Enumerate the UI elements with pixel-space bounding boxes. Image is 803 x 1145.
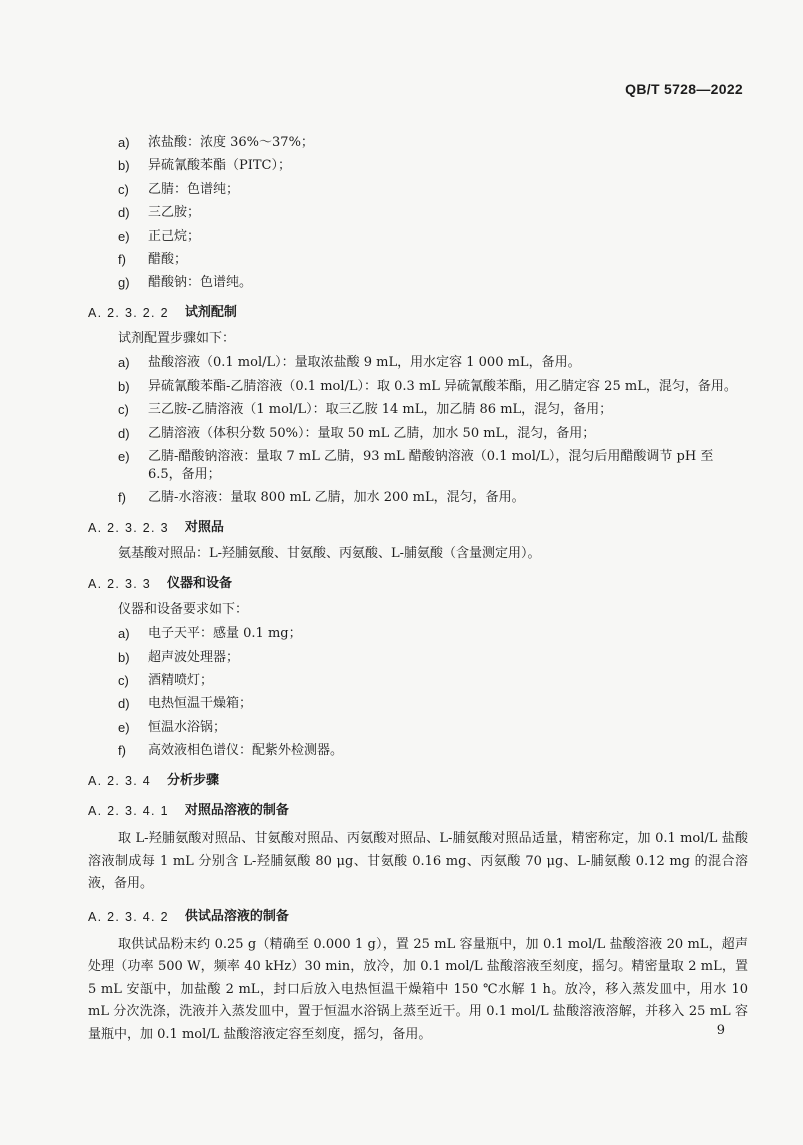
- equipment-list: [88, 625, 748, 760]
- prep-list: [88, 354, 748, 507]
- list-item: c) 乙腈：色谱纯；: [118, 181, 240, 197]
- list-item: c) 三乙胺-乙腈溶液（1 mol/L）：取三乙胺 14 mL，加乙腈 86 mL，混匀，备用；: [118, 402, 613, 418]
- section-heading-reference: A. 2. 3. 2. 3 对照品: [88, 520, 224, 536]
- section-intro: 仪器和设备要求如下：: [118, 602, 249, 618]
- section-intro: 试剂配置步骤如下：: [118, 331, 236, 347]
- reference-text: 氨基酸对照品：L-羟脯氨酸、甘氨酸、丙氨酸、L-脯氨酸（含量测定用）。: [118, 546, 541, 562]
- reagents-list: [88, 134, 748, 292]
- list-item: f) 乙腈-水溶液：量取 800 mL 乙腈，加水 200 mL，混匀，备用。: [118, 490, 525, 506]
- list-item: a) 电子天平：感量 0.1 mg；: [118, 626, 302, 642]
- list-item: e) 正己烷；: [118, 228, 201, 244]
- list-item: e) 乙腈-醋酸钠溶液：量取 7 mL 乙腈，93 mL 醋酸钠溶液（0.1 mol/L），混匀后用醋酸调节 pH 至 6.5，备用；: [118, 448, 714, 482]
- list-item: g) 醋酸钠：色谱纯。: [118, 275, 253, 291]
- list-item: a) 浓盐酸：浓度 36%～37%；: [118, 135, 314, 150]
- list-item: a) 盐酸溶液（0.1 mol/L）：量取浓盐酸 9 mL，用水定容 1 000 mL，备用。: [118, 355, 581, 371]
- page-number: 9: [716, 1023, 725, 1038]
- reference-solution-text: 取 L-羟脯氨酸对照品、甘氨酸对照品、丙氨酸对照品、L-脯氨酸对照品适量，精密称定，加 0.1 mol/L 盐酸溶液制成每 1 mL 分别含 L-羟脯氨酸 80 μg、甘氨酸 0.16 mg、丙氨酸 70 μg、L-脯氨酸 0.12 mg 的混合溶液，备用。: [88, 831, 748, 892]
- list-item: d) 三乙胺；: [118, 205, 201, 221]
- section-heading-analysis: A. 2. 3. 4 分析步骤: [88, 773, 220, 789]
- list-item: d) 电热恒温干燥箱；: [118, 696, 253, 712]
- standard-code: QB/T 5728—2022: [625, 81, 743, 97]
- list-item: b) 异硫氰酸苯酯（PITC）；: [118, 158, 292, 174]
- list-item: b) 异硫氰酸苯酯-乙腈溶液（0.1 mol/L）：取 0.3 mL 异硫氰酸苯酯，用乙腈定容 25 mL，混匀，备用。: [118, 378, 737, 394]
- list-item: f) 高效液相色谱仪：配紫外检测器。: [118, 743, 344, 759]
- list-item: f) 醋酸；: [118, 251, 188, 267]
- section-heading-reference-solution: A. 2. 3. 4. 1 对照品溶液的制备: [88, 803, 289, 819]
- list-item: e) 恒温水浴锅；: [118, 719, 227, 735]
- document-body: [88, 134, 748, 1052]
- list-item: d) 乙腈溶液（体积分数 50%）：量取 50 mL 乙腈，加水 50 mL，混匀，备用；: [118, 425, 596, 441]
- section-heading-reagent-prep: A. 2. 3. 2. 2 试剂配制: [88, 305, 237, 321]
- section-heading-equipment: A. 2. 3. 3 仪器和设备: [88, 576, 233, 592]
- list-item: b) 超声波处理器；: [118, 649, 240, 665]
- sample-solution-text: 取供试品粉末约 0.25 g（精确至 0.000 1 g），置 25 mL 容量瓶中，加 0.1 mol/L 盐酸溶液 20 mL，超声处理（功率 500 W，频率 40 kHz）30 min，放冷，加 0.1 mol/L 盐酸溶液至刻度，摇匀。精密量取 2 mL，置 5 mL 安瓿中，加盐酸 2 mL，封口后放入电热恒温干燥箱中 150 ℃水解 1 h。放冷，移入蒸发皿中，用水 10 mL 分次洗涤，洗液并入蒸发皿中，置于恒温水浴锅上蒸至近干。用 0.1 mol/L 盐酸溶液溶解，并移入 25 mL 容量瓶中，加 0.1 mol/L 盐酸溶液定容至刻度，摇匀，备用。: [88, 936, 748, 1042]
- list-item: c) 酒精喷灯；: [118, 673, 214, 689]
- section-heading-sample-solution: A. 2. 3. 4. 2 供试品溶液的制备: [88, 908, 289, 924]
